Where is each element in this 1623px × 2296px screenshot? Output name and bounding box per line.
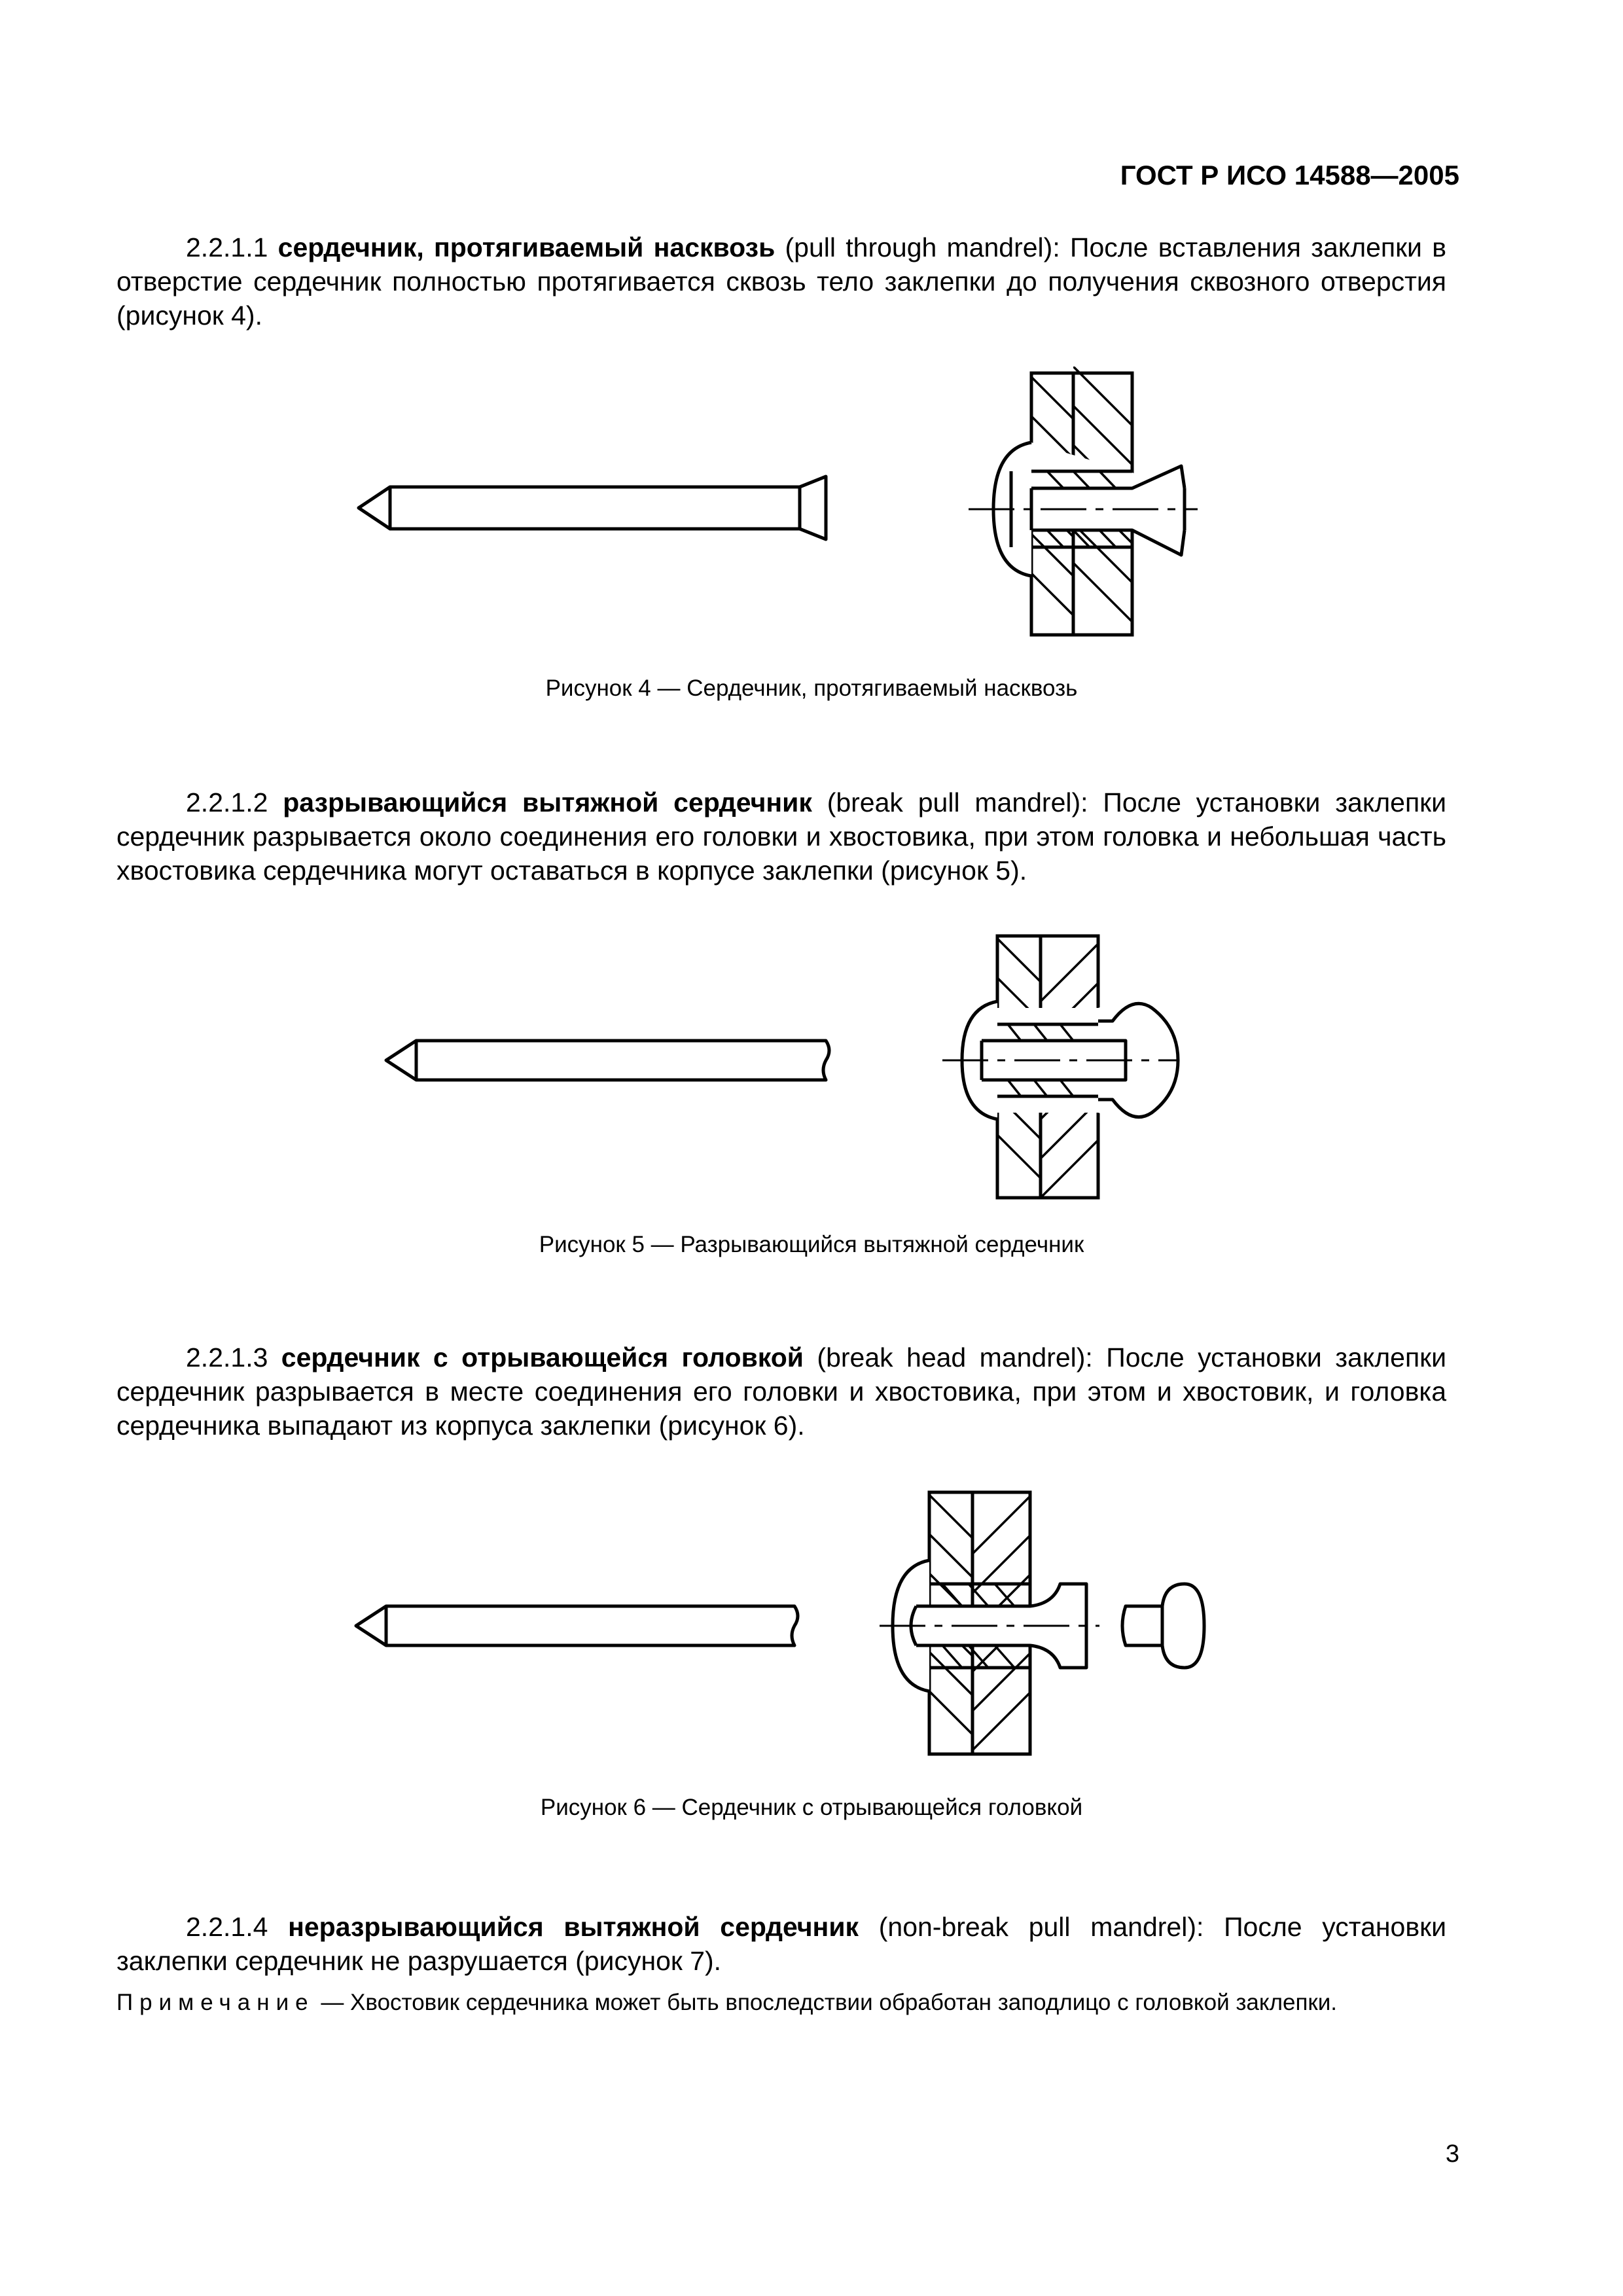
section-number: 2.2.1.2 <box>186 787 268 817</box>
figure-5-caption: Рисунок 5 — Разрывающийся вытяжной сердечник <box>539 1232 1084 1257</box>
section-term: сердечник, протягиваемый насквозь <box>277 232 776 262</box>
note-dash: — <box>314 1990 351 2015</box>
section-number: 2.2.1.1 <box>186 232 268 262</box>
page-number: 3 <box>1445 2140 1459 2168</box>
section-number: 2.2.1.3 <box>186 1342 268 1372</box>
section-english: (pull through mandrel): <box>785 232 1060 262</box>
section-text: После установки заклепки сердечник разрывается в месте соединения его головки и хвостовика, при этом и хвостовик, и головка сердечника выпадают из корпуса заклепки (рисунок 6). <box>116 1342 1446 1441</box>
standard-header: ГОСТ Р ИСО 14588—2005 <box>1120 160 1459 190</box>
figure-4-caption: Рисунок 4 — Сердечник, протягиваемый насквозь <box>545 675 1078 701</box>
section-2-2-1-3 <box>116 1340 1446 1443</box>
section-text: После вставления заклепки в отверстие сердечник полностью протягивается сквозь тело заклепки до получения сквозного отверстия (рисунок 4). <box>116 232 1446 331</box>
figure-6-drawing <box>0 1473 1623 1800</box>
section-2-2-1-1 <box>116 230 1446 332</box>
section-text: После установки заклепки сердечник разрывается около соединения его головки и хвостовика, при этом головка и небольшая часть хвостовика сердечника могут оставаться в корпусе заклепки (рисунок 5). <box>116 787 1446 886</box>
section-text: После установки заклепки сердечник не разрушается (рисунок 7). <box>116 1912 1446 1976</box>
section-number: 2.2.1.4 <box>186 1912 268 1942</box>
figure-6-caption: Рисунок 6 — Сердечник с отрывающейся головкой <box>540 1795 1083 1820</box>
figure-5-drawing <box>0 916 1623 1244</box>
note <box>116 1987 1446 2018</box>
section-term: неразрывающийся вытяжной сердечник <box>288 1912 859 1942</box>
note-text: Хвостовик сердечника может быть впоследствии обработан заподлицо с головкой заклепки. <box>350 1990 1338 2015</box>
section-english: (non-break pull mandrel): <box>878 1912 1204 1942</box>
section-2-2-1-4 <box>116 1910 1446 1978</box>
section-term: сердечник с отрывающейся головкой <box>281 1342 804 1372</box>
section-english: (break pull mandrel): <box>827 787 1088 817</box>
note-label: Примечание <box>116 1990 315 2015</box>
section-english: (break head mandrel): <box>817 1342 1093 1372</box>
section-2-2-1-2 <box>116 785 1446 888</box>
section-term: разрывающийся вытяжной сердечник <box>283 787 812 817</box>
figure-4-drawing <box>0 340 1623 668</box>
